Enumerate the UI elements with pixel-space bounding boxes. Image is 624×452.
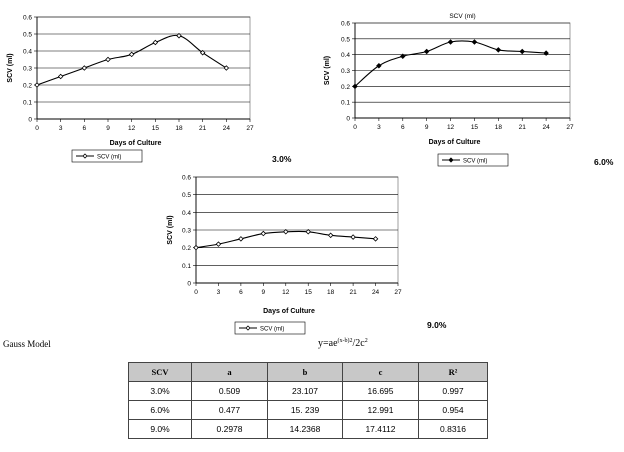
x-tick-label: 9 [261, 289, 266, 296]
y-tick-label: 0.2 [22, 82, 32, 90]
x-tick-label: 0 [194, 289, 198, 296]
x-tick-label: 18 [494, 124, 502, 131]
table-row [129, 382, 488, 401]
y-tick-label: 0.4 [340, 52, 350, 60]
cell-c: 16.695 [343, 382, 419, 401]
gauss-formula [318, 338, 368, 349]
x-tick-label: 12 [128, 125, 136, 132]
formula-tail: /2c [352, 338, 365, 349]
cell-a: 0.2978 [192, 420, 268, 439]
scv-chart-9pct [160, 170, 410, 340]
y-tick-label: 0.6 [340, 20, 350, 28]
y-tick-label: 0.5 [340, 36, 350, 44]
scv-chart-3pct [0, 5, 270, 170]
x-tick-label: 15 [304, 289, 312, 296]
header-b: b [268, 363, 343, 382]
y-tick-label: 0.5 [181, 192, 191, 200]
x-tick-label: 3 [377, 124, 381, 131]
x-tick-label: 21 [349, 289, 357, 296]
x-tick-label: 6 [239, 289, 243, 296]
x-tick-label: 21 [518, 124, 526, 131]
scv-chart-6pct [315, 10, 585, 175]
cell-scv: 3.0% [129, 382, 192, 401]
x-tick-label: 24 [542, 124, 550, 131]
y-tick-label: 0.6 [181, 174, 191, 182]
x-tick-label: 18 [327, 289, 335, 296]
cell-r2: 0.8316 [419, 420, 488, 439]
gauss-parameters-table [128, 362, 488, 439]
table-row [129, 401, 488, 420]
legend [235, 322, 305, 334]
x-tick-label: 6 [82, 125, 87, 132]
x-tick-label: 15 [470, 124, 479, 131]
legend [438, 154, 508, 166]
y-tick-label: 0.3 [340, 68, 350, 75]
chart-svg [0, 5, 270, 170]
x-axis-label: Days of Culture [428, 139, 481, 146]
legend [72, 150, 142, 162]
x-tick-label: 24 [222, 125, 230, 132]
legend-label: SCV (ml) [260, 326, 285, 333]
y-tick-label: 0 [187, 280, 191, 288]
y-tick-label: 0.4 [22, 48, 32, 56]
y-tick-label: 0 [346, 115, 350, 123]
cell-r2: 0.997 [419, 382, 488, 401]
formula-exponent: (x-b)2 [337, 338, 353, 344]
x-tick-label: 3 [58, 125, 63, 132]
x-tick-label: 18 [175, 125, 183, 132]
chart-svg [315, 10, 585, 175]
formula-tail-exponent: 2 [364, 338, 368, 344]
x-tick-label: 12 [446, 124, 455, 131]
gauss-model-label: Gauss Model [3, 339, 51, 349]
chart-svg [160, 170, 410, 340]
y-tick-label: 0.2 [340, 83, 350, 91]
table-header-row [129, 363, 488, 382]
chart-title: SCV (ml) [449, 13, 476, 20]
cell-scv: 6.0% [129, 401, 192, 420]
y-axis-label: SCV (ml) [7, 53, 14, 83]
y-tick-label: 0.4 [181, 209, 191, 217]
y-tick-label: 0.2 [181, 245, 191, 253]
legend-label: SCV (ml) [97, 154, 122, 161]
y-tick-label: 0.3 [22, 65, 32, 73]
y-tick-label: 0.1 [22, 99, 32, 107]
y-tick-label: 0.6 [22, 14, 32, 22]
x-tick-label: 21 [199, 125, 207, 132]
cell-a: 0.477 [192, 401, 268, 420]
x-tick-label: 0 [35, 125, 39, 132]
y-axis-label: SCV (ml) [167, 215, 174, 245]
y-tick-label: 0.3 [181, 227, 191, 235]
percent-label-3pct: 3.0% [272, 154, 292, 164]
y-tick-label: 0 [28, 116, 32, 124]
header-a: a [192, 363, 268, 382]
cell-b: 14.2368 [268, 420, 343, 439]
x-tick-label: 9 [424, 124, 429, 131]
x-tick-label: 27 [246, 125, 254, 132]
cell-c: 17.4112 [343, 420, 419, 439]
x-tick-label: 27 [394, 289, 402, 296]
legend-label: SCV (ml) [463, 158, 488, 165]
x-tick-label: 24 [371, 289, 380, 296]
percent-label-9pct: 9.0% [427, 320, 447, 330]
x-tick-label: 12 [282, 289, 290, 296]
header-c: c [343, 363, 419, 382]
x-tick-label: 15 [151, 125, 159, 132]
formula-main: y=ae [318, 338, 338, 349]
cell-scv: 9.0% [129, 420, 192, 439]
cell-b: 15. 239 [268, 401, 343, 420]
y-tick-label: 0.1 [340, 99, 350, 107]
x-axis-label: Days of Culture [263, 308, 315, 315]
y-tick-label: 0.5 [22, 31, 32, 39]
percent-label-6pct: 6.0% [594, 157, 614, 167]
cell-b: 23.107 [268, 382, 343, 401]
x-axis-label: Days of Culture [109, 140, 162, 147]
x-tick-label: 0 [353, 124, 357, 131]
table-row [129, 420, 488, 439]
cell-r2: 0.954 [419, 401, 488, 420]
x-tick-label: 27 [566, 124, 574, 131]
y-axis-label: SCV (ml) [324, 55, 331, 86]
y-tick-label: 0.1 [181, 262, 191, 270]
cell-c: 12.991 [343, 401, 419, 420]
x-tick-label: 9 [106, 125, 110, 132]
header-scv: SCV [129, 363, 192, 382]
x-tick-label: 3 [216, 289, 221, 296]
x-tick-label: 6 [400, 124, 405, 131]
header-r2: R² [419, 363, 488, 382]
cell-a: 0.509 [192, 382, 268, 401]
